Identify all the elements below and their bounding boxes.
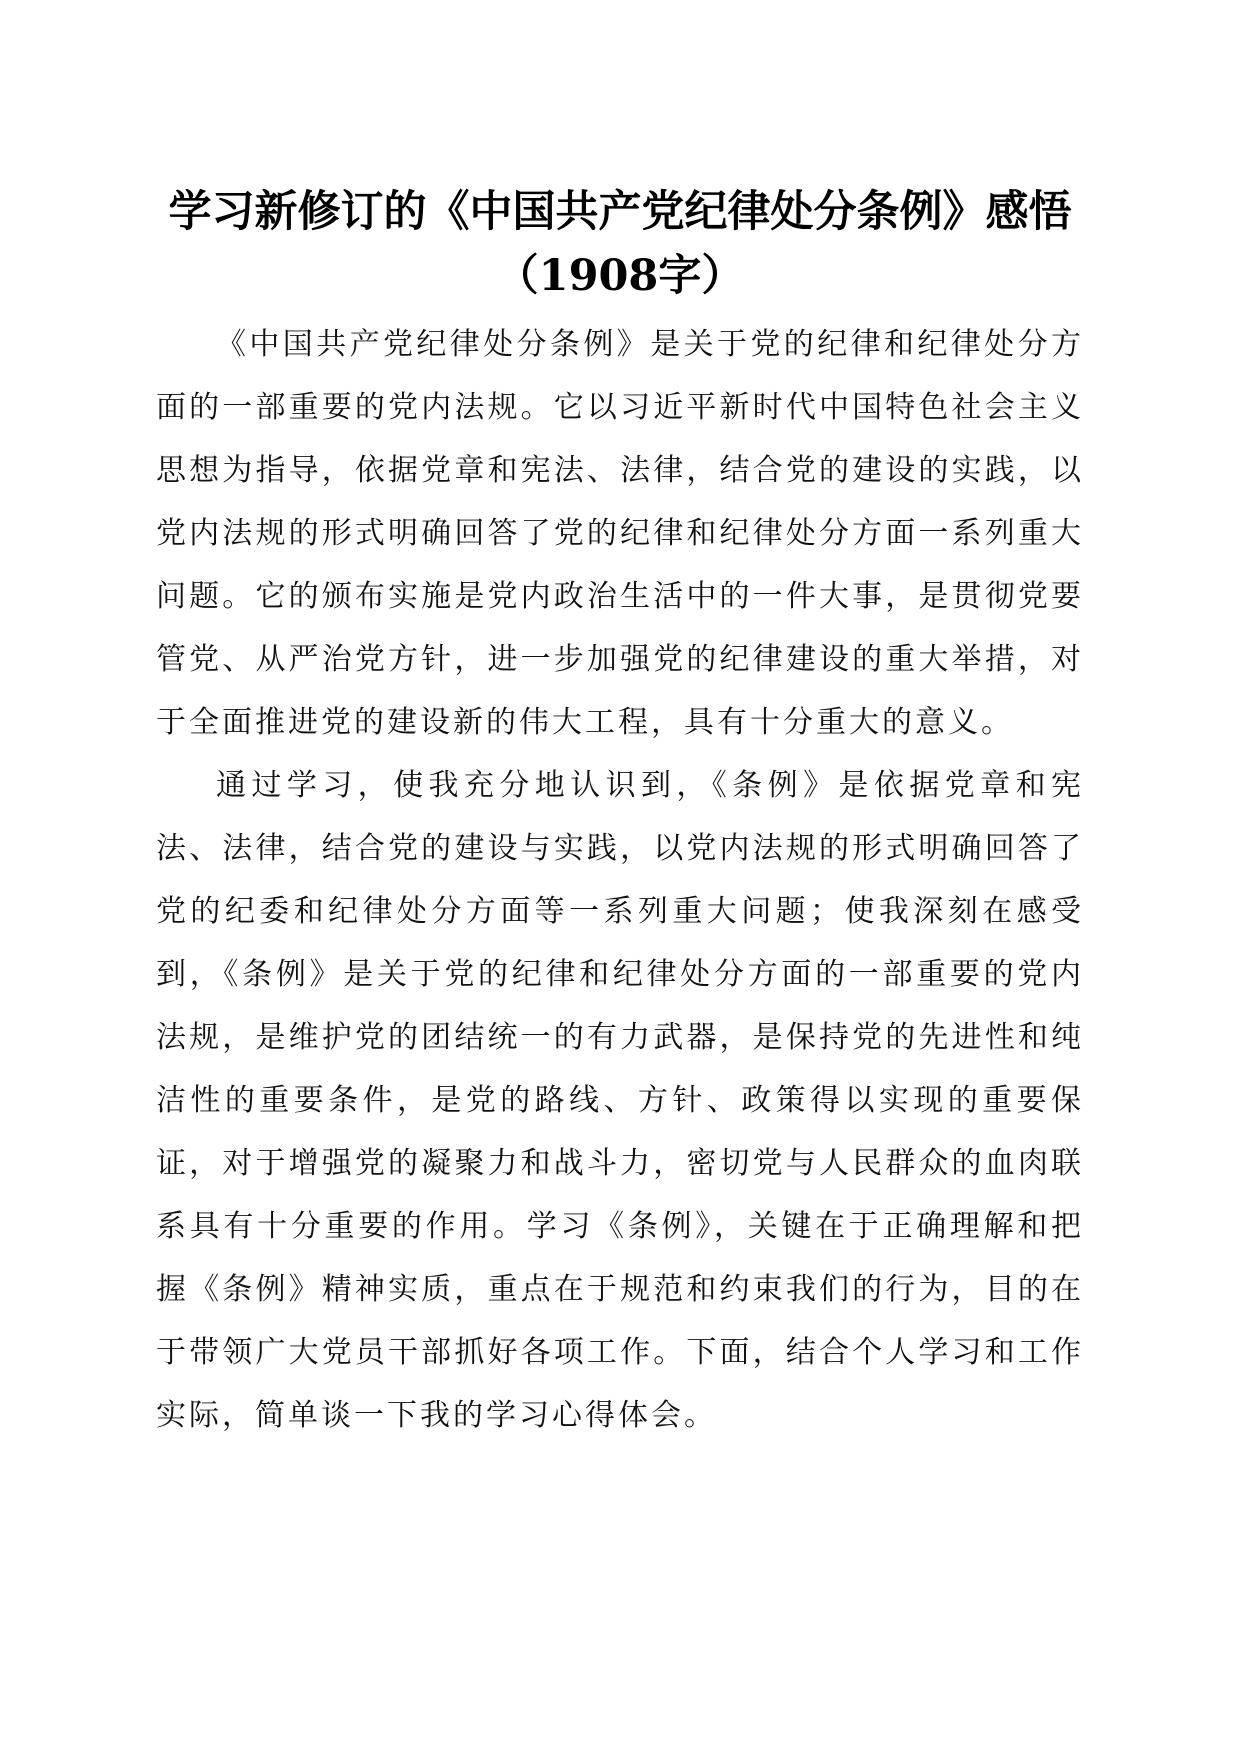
paragraph-intro: 《中国共产党纪律处分条例》是关于党的纪律和纪律处分方面的一部重要的党内法规。它以习近平新时代中国特色社会主义思想为指导，依据党章和宪法、法律，结合党的建设的实践，以党内法规的形式明确回答了党的纪律和纪律处分方面一系列重大问题。它的颁布实施是党内政治生活中的一件大事，是贯彻党要管党、从严治党方针，进一步加强党的纪律建设的重大举措，对于全面推进党的建设新的伟大工程，具有十分重大的意义。 [156, 327, 1084, 740]
paragraph-study: 通过学习，使我充分地认识到，《条例》是依据党章和宪法、法律，结合党的建设与实践，以党内法规的形式明确回答了党的纪委和纪律处分方面等一系列重大问题；使我深刻在感受到，《条例》是关于党的纪律和纪律处分方面的一部重要的党内法规，是维护党的团结统一的有力武器，是保持党的先进性和纯洁性的重要条件，是党的路线、方针、政策得以实现的重要保证，对于增强党的凝聚力和战斗力，密切党与人民群众的血肉联系具有十分重要的作用。学习《条例》，关键在于正确理解和把握《条例》精神实质，重点在于规范和约束我们的行为，目的在于带领广大党员干部抓好各项工作。下面，结合个人学习和工作实际，简单谈一下我的学习心得体会。 [156, 768, 1084, 1433]
document-body [156, 313, 1084, 1447]
document-title: 学习新修订的《中国共产党纪律处分条例》感悟（1908字） [168, 187, 1072, 301]
